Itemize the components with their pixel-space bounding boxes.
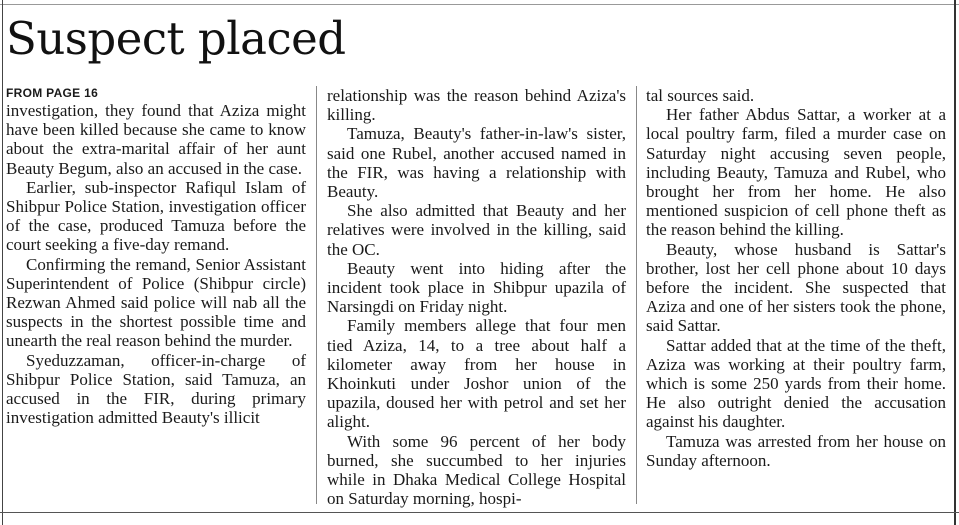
paragraph: tal sources said. (646, 86, 755, 105)
top-rule (0, 4, 959, 5)
column-divider (636, 86, 637, 504)
paragraph: Her father Abdus Sattar, a worker at a local poultry farm, filed a murder case on Saturday night accusing seven people, including Beauty, Tamuza and Rubel, who brought her from her home. He also mentioned suspicion of cell phone theft as the reason behind the killing. (646, 105, 946, 240)
paragraph: Tamuza, Beauty's father-in-law's sister, said one Rubel, another accused named in the FIR, was having a relationship with Beauty. (327, 124, 626, 202)
paragraph: investigation, they found that Aziza might have been killed because she came to know about the extra-marital affair of her aunt Beauty Begum, also an accused in the case. (6, 101, 306, 178)
paragraph: Earlier, sub-inspector Rafiqul Islam of Shibpur Police Station, investigation officer of the case, produced Tamuza before the court seeking a five-day remand. (6, 177, 306, 255)
paragraph: Tamuza was arrested from her house on Sunday afternoon. (646, 431, 946, 470)
paragraph: Sattar added that at the time of the theft, Aziza was working at their poultry farm, which is some 250 yards from their home. He also outright denied the accusation against his daughter. (646, 335, 946, 432)
paragraph: Syeduzzaman, officer-in-charge of Shibpur Police Station, said Tamuza, an accused in the FIR, during primary investigation admitted Beauty's illicit (6, 350, 306, 428)
continued-from-label: FROM PAGE 16 (6, 86, 99, 100)
article-column-3 (646, 86, 946, 470)
left-border (2, 0, 3, 525)
headline: Suspect placed (6, 12, 346, 65)
article-column-1 (6, 86, 306, 427)
right-border (954, 0, 956, 525)
paragraph: Family members allege that four men tied Aziza, 14, to a tree about half a kilometer away from her house in Khoinkuti under Joshor union of the upazila, doused her with petrol and set her alight. (327, 316, 626, 432)
paragraph: With some 96 percent of her body burned, she succumbed to her injuries while in Dhaka Medical College Hospital on Saturday morning, hospi- (327, 431, 626, 509)
paragraph: Beauty, whose husband is Sattar's brother, lost her cell phone about 10 days before the incident. She suspected that Aziza and one of her sisters took the phone, said Sattar. (646, 239, 946, 336)
column-divider (316, 86, 317, 504)
paragraph: Confirming the remand, Senior Assistant Superintendent of Police (Shibpur circle) Rezwan Ahmed said police will nab all the suspects in the shortest possible time and unearth the real reason behind the murder. (6, 254, 306, 351)
paragraph: She also admitted that Beauty and her relatives were involved in the killing, said the OC. (327, 201, 626, 259)
article-column-2 (327, 86, 626, 508)
bottom-rule (0, 512, 959, 513)
paragraph: Beauty went into hiding after the incident took place in Shibpur upazila of Narsingdi on Friday night. (327, 258, 626, 317)
paragraph: relationship was the reason behind Aziza's killing. (327, 86, 626, 125)
